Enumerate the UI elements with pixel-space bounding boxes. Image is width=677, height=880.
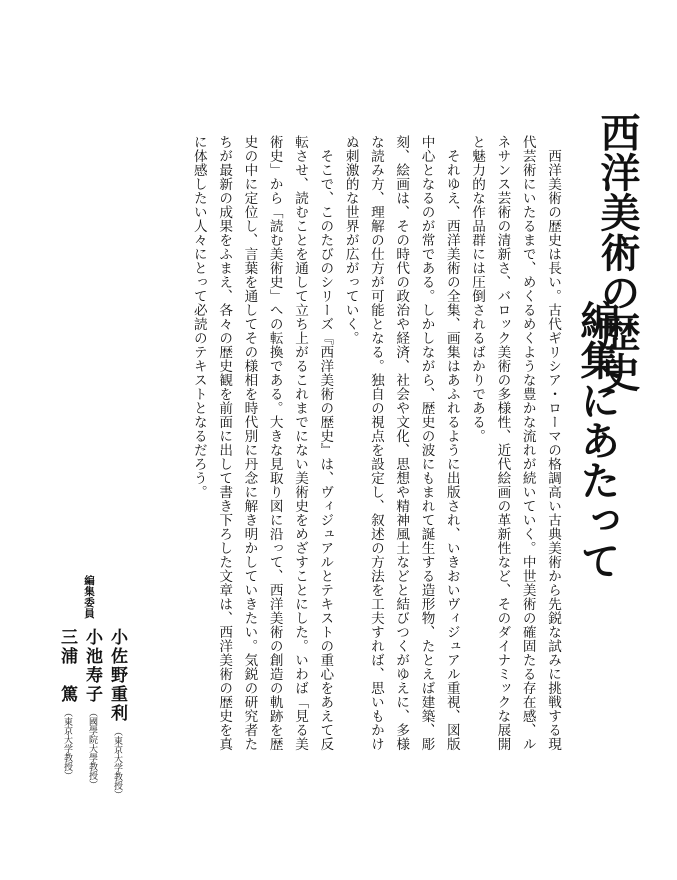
editor-name: 小佐野重利: [107, 628, 127, 723]
editor-name: 小池寿子: [82, 628, 102, 704]
paragraph-2: それゆえ、西洋美術の全集、画集はあふれるように出版され、いきおいヴィジュアル重視、図版中心となるのが常である。しかしながら、歴史の波にもまれて誕生する造形物、たとえば建築、彫刻、絵画は、その時代の政治や経済、社会や文化、思想や精神風土などと結びつくがゆえに、多様な読み方、理解の仕方が可能となる。独自の視点を設定し、叙述の方法を工夫すれば、思いもかけぬ刺激的な世界が広がっていく。: [342, 135, 460, 751]
editor-name: 三浦 篤: [57, 628, 77, 704]
editor-affiliation: （東京大学教授）: [112, 727, 122, 799]
editor-1: [105, 628, 130, 799]
body-text: [186, 135, 565, 755]
editor-2: [80, 628, 105, 789]
editors-label: 編集委員: [83, 575, 95, 619]
editor-affiliation: （國學院大學教授）: [87, 708, 97, 789]
paragraph-3: そこで、このたびのシリーズ『西洋美術の歴史』は、ヴィジュアルとテキストの重心をあえて反転させ、読むことを通して立ち上がるこれまでにない美術史をめざすことにした。いわば「見る美術史」から「読む美術史」への転換である。大きな見取り図に沿って、西洋美術の創造の軌跡を歴史の中に定位し、言葉を通してその様相を時代別に丹念に解き明かしていきたい。気鋭の研究者たちが最新の成果をふまえ、各々の歴史観を前面に出して書き下ろした文章は、西洋美術の歴史を真に体感したい人々にとって必読のテキストとなるだろう。: [190, 135, 334, 751]
paragraph-1: 西洋美術の歴史は長い。古代ギリシア・ローマの格調高い古典美術から先鋭な試みに挑戦する現代芸術にいたるまで、めくるめくような豊かな流れが続いていく。中世美術の確固たる存在感、ルネサンス芸術の清新さ、バロック美術の多様性、近代絵画の革新性など、そのダイナミックな展開と魅力的な作品群には圧倒されるばかりである。: [469, 135, 561, 751]
editor-3: [55, 628, 80, 780]
page-title: 編集にあたって: [574, 300, 621, 580]
series-title: 西洋美術の歴史: [594, 112, 641, 392]
editor-affiliation: （東京大学教授）: [62, 708, 72, 780]
